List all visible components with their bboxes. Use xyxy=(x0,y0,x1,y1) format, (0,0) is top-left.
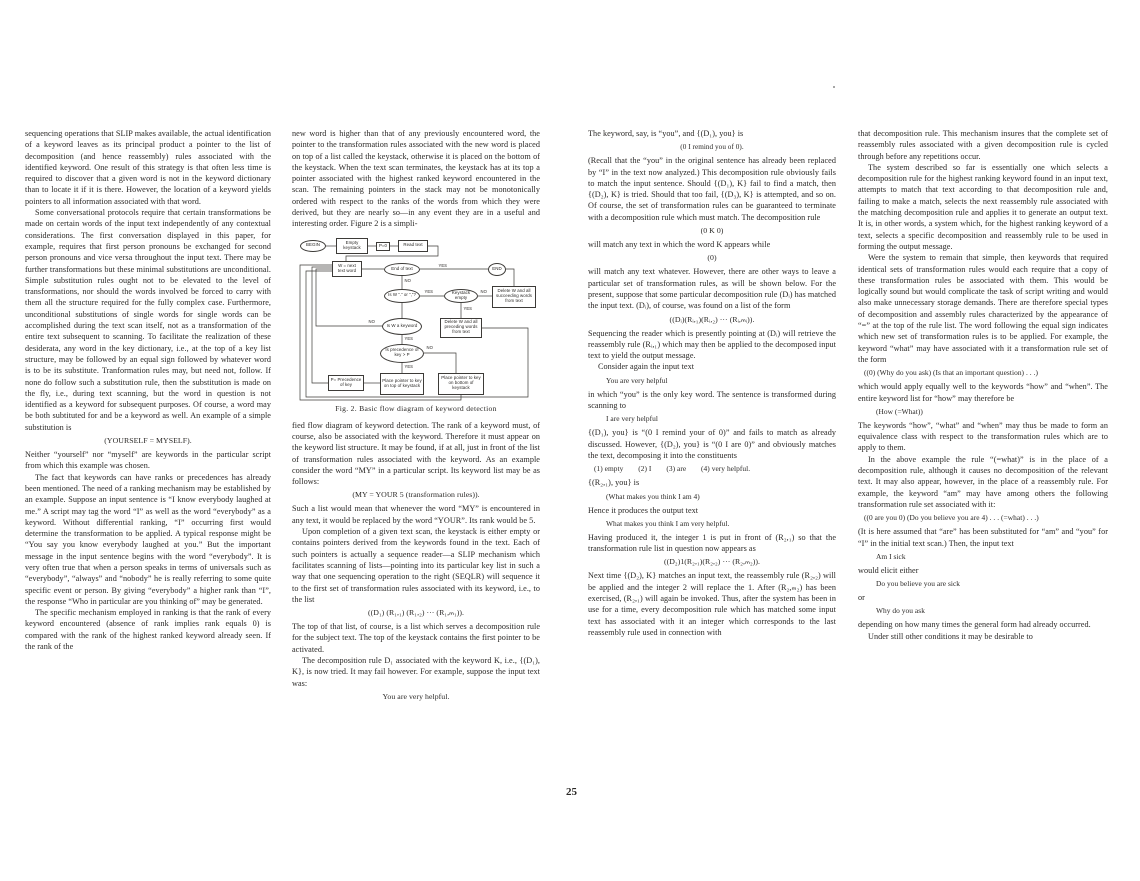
column-4 xyxy=(858,128,1108,642)
example-line: (What makes you think I am 4) xyxy=(606,491,700,501)
paragraph: The fact that keywords can have ranks or precedences has already been mentioned. The need of a ranking mechanism may be established by an example. Suppose an input sentence is “I know everybody laughed at me.” A script may tag the word “I” as well as the word “everybody” as a keyword. Without differential ranking, “I” occurring first would determine the transformation to be applied. A typical response might be “You say you know everybody laughed at you.” But the important message in the input sentence begins with the word “everybody”. It is very often true that when a person speaks in terms of universals such as “everybody”, “always” and “nobody” he is really referring to some quite specific event or person. By giving “everybody” a higher rank than “I”, the response “Who in particular are you thinking of” may be generated. xyxy=(25,472,271,606)
paragraph: Under still other conditions it may be desirable to xyxy=(868,631,1033,641)
paragraph: fied flow diagram of keyword detection. The rank of a keyword must, of course, also be associated with the keyword. Therefore it must appear on the keyword list structure. It may be found, if at all, just in front of the list of transformation rules associated with the keyword. As an example consider the word “MY” in a particular script. Its keyword list may be as follows: xyxy=(292,420,540,487)
paragraph: Were the system to remain that simple, then keywords that required identical sets of transformation rules would each require that a copy of these transformation rules be associated with them. This would be logically sound but would complicate the task of script writing and would also make unnecessary storage demands. There are therefore special types of decomposition and assembly rules characterized by the appearance of “=” at the top of the rule list. The word following the equal sign indicates which new set of transformation rules is to be applied. For example, the keyword “what” may have associated with it a transformation rule set of the form xyxy=(858,253,1108,364)
paragraph: The decomposition rule D₁ associated with the keyword K, i.e., {(D₁), K}, is now tried. It may fail however. For example, suppose the input text was: xyxy=(292,656,540,688)
flow-node-set-p-precedence: P= Precedence of key xyxy=(328,375,364,391)
paragraph: depending on how many times the general form had already occurred. xyxy=(858,620,1091,630)
flow-node-place-top: Place pointer to key on top of keystack xyxy=(380,373,424,395)
flow-node-is-delimiter: Is W “.” or “,”? xyxy=(384,289,420,303)
paragraph: in which “you” is the only key word. The sentence is transformed during scanning to xyxy=(588,389,836,411)
flow-node-is-keyword: Is W a keyword xyxy=(382,318,422,335)
paragraph: The keyword, say, is “you”, and {(D₁), you} is xyxy=(588,129,744,138)
paragraph: Having produced it, the integer 1 is put in front of (R₂,₁) so that the transformation rule list in question now appears as xyxy=(588,532,836,554)
display-formula: ((0 are you 0) (Do you believe you are 4) . . . (=what) . . .) xyxy=(864,513,1039,523)
flow-node-next-text-word: W = next text word xyxy=(332,261,362,277)
paragraph: Next time {(D₂), K} matches an input text, the reassembly rule (R₂,₂) will be applied and the integer 2 will replace the 1. After (R₂,ₘ₂) has been exercised, (R₂,₁) will again be invoked. Thus, after the system has been in use for a time, every decomposition rule which has matched some input text has associated with it an integer which corresponds to the last reassembly rule used in connection with xyxy=(588,571,836,637)
paragraph: will match any text whatever. However, there are other ways to leave a particular set of transformation rules, as will be shown below. For the present, suppose that some particular decomposition rule (Dᵢ) has matched the input text. (Dᵢ), of course, was found on a list of the form xyxy=(588,267,836,311)
paragraph: new word is higher than that of any previously encountered word, the pointer to the transformation rules associated with the new word is placed on top of a list called the keystack, otherwise it is placed on the bottom of the keystack. When the text scan terminates, the keystack has at its top a pointer associated with the highest ranked keyword encountered in the scan. The remaining pointers in the stack may not be monotonically ordered with respect to the ranks of the words from which they were derived, but they are nearly so—in any event they are in a useful and interesting order. Figure 2 is a simpli- xyxy=(292,129,540,229)
display-formula: (0 K 0) xyxy=(700,226,724,236)
flow-label-yes: YES xyxy=(404,363,414,369)
flow-node-read-text: Read text xyxy=(398,240,428,252)
example-line: Do you believe you are sick xyxy=(876,579,961,589)
example-line: Why do you ask xyxy=(876,606,925,616)
flow-label-no: NO xyxy=(480,288,487,294)
paragraph: which would apply equally well to the keywords “how” and “when”. The entire keyword list for “how” may therefore be xyxy=(858,382,1108,403)
paragraph: In the above example the rule “(=what)” is in the place of a decomposition rule, although it causes no decomposition of the relevant text. It may also appear, however, in the place of a reassembly rule. For example, the keyword “am” may have among others the following transformation rule set associated with it: xyxy=(858,454,1108,509)
paragraph: The specific mechanism employed in ranking is that the rank of every keyword encountered (absence of rank implies rank equals 0) is compared with the rank of the highest ranked keyword already seen. If the rank of the xyxy=(25,608,271,652)
display-formula: (How (=What)) xyxy=(876,406,923,416)
figure-caption: Fig. 2. Basic flow diagram of keyword detection xyxy=(335,403,497,413)
paragraph: (Recall that the “you” in the original sentence has already been replaced by “I” in the text now analyzed.) This decomposition rule obviously fails to match the input sentence. Should {(D₁), K} fail to find a match, then {(D₂), K} is tried. Should that too fail, {(D₃), K} is attempted, and so on. Of course, the set of transformation rules can be guaranteed to terminate with a decomposition rule which must match. The decomposition rule xyxy=(588,156,836,222)
flow-node-p-equals-0: P=0 xyxy=(376,242,390,251)
flow-node-precedence-test: Is precedence of key > P xyxy=(380,344,424,363)
flow-label-yes: YES xyxy=(404,335,414,341)
example-line: You are very helpful. xyxy=(382,691,450,701)
paragraph: Consider again the input text xyxy=(598,362,695,372)
flow-node-end-of-text: End of text xyxy=(384,263,420,276)
flow-node-place-bottom: Place pointer to key on bottom of keystack xyxy=(438,373,484,395)
display-formula: (0 I remind you of 0). xyxy=(680,143,744,152)
figure-2-flow-diagram xyxy=(292,234,540,402)
paragraph: Hence it produces the output text xyxy=(588,505,699,515)
flow-label-no: NO xyxy=(368,318,375,324)
display-formula: (MY = YOUR 5 (transformation rules)). xyxy=(352,490,480,500)
paragraph: that decomposition rule. This mechanism insures that the complete set of reassembly rules associated with a given decomposition rule is cycled through before any repetitions occur. xyxy=(858,129,1108,161)
page-number: 25 xyxy=(566,786,577,798)
paragraph: The keywords “how”, “what” and “when” may thus be made to form an equivalence class with respect to the transformation rules which are to apply to them. xyxy=(858,420,1108,453)
paragraph: {(D₁), you} is “(0 I remind your of 0)” and fails to match as already discussed. However, {(D₂), you} is “(0 I are 0)” and obviously matches the text, decomposing it into the constituents xyxy=(588,428,836,460)
display-formula: ((D₂)1(R₂,₁)(R₂,₂) ··· (R₂,ₘ₂)). xyxy=(663,557,761,567)
flow-node-keystack-empty: Keystack empty xyxy=(444,289,478,303)
example-line: (1) empty (2) I (3) are (4) very helpful. xyxy=(594,464,751,474)
display-formula: ((D₁) (R₁,₁) (R₁,₂) ··· (R₁,ₘ₁)). xyxy=(367,608,465,618)
flow-label-yes: YES xyxy=(438,262,448,268)
paragraph: sequencing operations that SLIP makes available, the actual identification of a keyword leaves as its principal product a pointer to the list of decomposition (and hence reassembly) rules associated with the identified keyword. One result of this strategy is that often less time is required to discover that a given word is not in the keyword dictionary than to locate it if it is there. However, the location of a keyword yields pointers to all information associated with that word. xyxy=(25,129,271,206)
paragraph: {(R₂,₁), you} is xyxy=(588,478,640,488)
column-2 xyxy=(292,128,540,705)
example-line: Am I sick xyxy=(876,551,906,561)
display-formula: ((0) (Why do you ask) (Is that an important question) . . .) xyxy=(864,368,1038,378)
flow-node-begin: BEGIN xyxy=(300,240,326,252)
paragraph: Upon completion of a given text scan, the keystack is either empty or contains pointers derived from the keywords found in the text. Each of such pointers is actually a sequence reader—a SLIP mechanism which facilitates scanning of lists—pointing into its particular key list in such a way that one sequencing operation to the right (SEQLR) will sequence it to the first set of transformation rules associated with its keyword, i.e., to the list xyxy=(292,527,540,604)
column-3 xyxy=(588,128,836,638)
flow-node-delete-preceding: Delete W and all preceding words from text xyxy=(440,318,482,338)
scan-artifact-dot xyxy=(833,86,835,88)
paragraph: (It is here assumed that “are” has been substituted for “am” and “you” for “I” in the initial text scan.) Then, the input text xyxy=(858,527,1108,548)
paragraph: The top of that list, of course, is a list which serves a decomposition rule for the subject text. The top of the keystack contains the first pointer to be activated. xyxy=(292,622,540,654)
paragraph: would elicit either xyxy=(858,565,919,575)
paragraph: The system described so far is essentially one which selects a decomposition rule for the highest ranking keyword found in an input text, attempts to match that text according to that decomposition rule and, failing to make a match, selects the next reassembly rule associated with the matching decomposition rule and applies it to generate an output text. It is, in other words, a system which, for the highest ranking keyword of a text, selects a specific decomposition and reassembly rule to be used in forming the output message. xyxy=(858,162,1108,251)
flow-label-yes: YES xyxy=(463,305,473,311)
flow-node-delete-succeeding: Delete W and all succeeding words from text xyxy=(492,286,536,308)
display-formula: ((Dᵢ)(Rᵢ,₁)(Rᵢ,₂) ··· (Rᵢ,ₘᵢ)). xyxy=(669,314,755,324)
flow-node-end: END xyxy=(488,263,506,276)
flow-label-no: NO xyxy=(426,344,433,350)
example-line: I are very helpful xyxy=(606,414,658,424)
display-formula: (YOURSELF = MYSELF). xyxy=(104,436,192,446)
example-line: What makes you think I am very helpful. xyxy=(606,518,730,528)
paragraph: Such a list would mean that whenever the word “MY” is encountered in any text, it would be replaced by the word “YOUR”. Its rank would be 5. xyxy=(292,504,540,525)
paragraph: Sequencing the reader which is presently pointing at (Dᵢ) will retrieve the reassembly rule (Rᵢ,₁) which may then be applied to the decomposed input text to yield the output message. xyxy=(588,328,836,361)
paragraph: or xyxy=(858,593,865,603)
example-line: You are very helpful xyxy=(606,375,668,385)
flow-node-empty-keystack: Empty keystack xyxy=(336,238,368,254)
paragraph: Some conversational protocols require that certain transformations be made on certain words of the input text independently of any contextual considerations. The first conversation displayed in this paper, for example, requires that first person pronouns be exchanged for second person pronouns and vice versa throughout the input text. There may be further transformations but these minimal substitutions are unconditional. Simple substitution rules ought not to be elevated to the level of transformations, nor should the words involved be forced to carry with them all the structure required for the fully complex case. Furthermore, unconditional substitutions of single words for single words can be accomplished during the text scan itself, not as a transformation of the entire text subsequent to scanning. To facilitate the realization of these desiderata, any word in the key dictionary, i.e., at the top of a key list structure, may be followed by an equal sign followed by whatever word is to be its substitute. Tranformation rules may, but need not, follow. If none do follow such a substitution rule, then the substitution is made on the fly, i.e., during text scanning, but the word in question is not identified as a keyword for subsequent purposes. Of course, a word may be both subtituted for and be a keyword as well. An example of a simple substitution is xyxy=(25,208,271,432)
paragraph: Neither “yourself” nor “myself” are keywords in the particular script from which this example was chosen. xyxy=(25,450,271,471)
flow-label-no: NO xyxy=(404,277,411,283)
display-formula: (0) xyxy=(707,253,717,263)
column-1 xyxy=(25,128,271,652)
paragraph: will match any text in which the word K appears while xyxy=(588,240,771,250)
flow-label-yes: YES xyxy=(424,288,434,294)
